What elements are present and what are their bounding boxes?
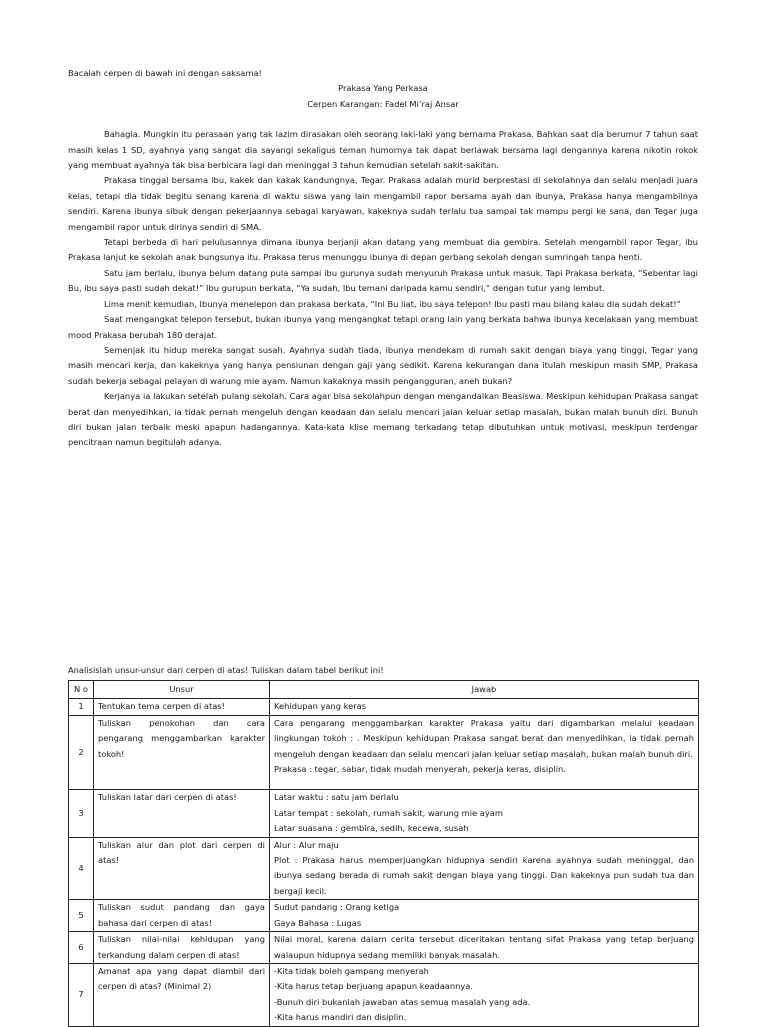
header-no: N o — [69, 681, 94, 699]
row-number: 5 — [69, 900, 94, 932]
story-paragraph: Kerjanya ia lakukan setelah pulang sekolah. Cara agar bisa sekolahpun dengan mengandalkan Beasiswa. Meskipun kehidupan Prakasa sangat berat dan menyedihkan, ia tidak pernah mengeluh dengan keadaan dan selalu mencari jalan keluar setiap masalah, bukan malah bunuh diri. Bunuh diri bukan jalan terbaik meski apapun hadangannya. Kata-kata klise memang terkadang tetap dibutuhkan untuk motivasi, meskipun terdengar pencitraan namun begitulah adanya. — [68, 391, 698, 448]
answer-line: Nilai moral, karena dalam cerita tersebut diceritakan tentang sifat Prakasa yang tetap berjuang walaupun hidupnya sedang memiliki banyak masalah. — [274, 934, 694, 960]
answer-line: Sudut pandang : Orang ketiga — [274, 902, 400, 913]
row-question: Tuliskan sudut pandang dan gaya bahasa dari cerpen di atas! — [94, 900, 270, 932]
table-row — [69, 900, 699, 932]
row-answer — [270, 699, 699, 715]
table-row — [69, 715, 699, 790]
answer-line: Latar tempat : sekolah, rumah sakit, warung mie ayam — [274, 807, 503, 818]
row-answer — [270, 790, 699, 837]
table-header-row — [69, 681, 699, 699]
story-paragraph: Semenjak itu hidup mereka sangat susah. Ayahnya sudah tiada, ibunya mendekam di rumah sakit dengan biaya yang tinggi, Tegar yang masih mencari kerja, dan kakeknya yang hanya pensiunan dengan gaji yang sedikit. Karena kekurangan dana itulah meskipun masih SMP, Prakasa sudah bekerja sebagai pelayan di warung mie ayam. Namun kakaknya masih pengangguran, aneh bukan? — [68, 344, 698, 386]
row-question: Tuliskan penokohan dan cara pengarang menggambarkan karakter tokoh! — [94, 715, 270, 790]
row-answer — [270, 715, 699, 790]
answer-line: Kehidupan yang keras — [274, 701, 367, 712]
row-question: Tuliskan latar dari cerpen di atas! — [94, 790, 270, 837]
story-paragraph: Satu jam berlalu, ibunya belum datang pula sampai ibu gurunya sudah menyuruh Prakasa untuk masuk. Tapi Prakasa berkata, “Sebentar lagi Bu, ibu saya pasti sudah dekat!” Ibu gurupun berkata, “Ya sudah, Ibu temani daripada kamu sendiri,” dengan tutur yang lembut. — [68, 267, 698, 294]
intro-instruction: Bacalah cerpen di bawah ini dengan saksama! — [68, 68, 262, 78]
table-row — [69, 932, 699, 964]
row-number: 2 — [69, 715, 94, 790]
answer-line: -Kita harus tetap berjuang apapun keadaannya. — [274, 981, 474, 992]
row-question: Amanat apa yang dapat diambil dari cerpen di atas? (Minimal 2) — [94, 963, 270, 1026]
row-number: 6 — [69, 932, 94, 964]
row-number: 4 — [69, 837, 94, 900]
story-paragraph: Saat mengangkat telepon tersebut, bukan ibunya yang mengangkat tetapi orang lain yang berkata bahwa ibunya kecelakaan yang membuat mood Prakasa berubah 180 derajat. — [68, 314, 698, 340]
answer-line: Plot : Prakasa harus memperjuangkan hidupnya sendiri karena ayahnya sudah meninggal, dan ibunya sedang berada di rumah sakit dengan biaya yang tinggi. Dan kakeknya pun sudah tua dan bergaji kecil. — [274, 855, 694, 896]
row-question: Tuliskan nilai-nilai kehidupan yang terkandung dalam cerpen di atas! — [94, 932, 270, 964]
answer-line: -Bunuh diri bukanlah jawaban atas semua masalah yang ada. — [274, 996, 531, 1007]
story-paragraph: Prakasa tinggal bersama ibu, kakek dan kakak kandungnya, Tegar. Prakasa adalah murid berprestasi di sekolahnya dan selalu menjadi juara kelas, tetapi dia tidak begitu senang karena di waktu siswa yang lain mengambil rapor bersama ayah dan ibunya, Prakasa hanya mengambilnya sendiri. Karena ibunya sibuk dengan pekerjaannya sebagai karyawan, kakeknya sudah terlalu tua sampai tak mampu pergi ke sana, dan Tegar juga mengambil rapor untuk dirinya sendiri di SMA. — [68, 175, 698, 232]
answer-line: Alur : Alur maju — [274, 839, 339, 850]
analysis-section — [68, 663, 698, 1027]
story-title: Prakasa Yang Perkasa — [338, 83, 428, 94]
answer-line: -Kita harus mandiri dan disiplin. — [274, 1012, 407, 1023]
row-answer — [270, 932, 699, 964]
table-row — [69, 790, 699, 837]
answer-line: -Kita tidak boleh gampang menyerah — [274, 965, 429, 976]
story-paragraph: Lima menit kemudian, Ibunya menelepon dan prakasa berkata, “Ini Bu liat, ibu saya telepon! Ibu pasti mau bilang kalau dia sudah dekat!” — [104, 298, 681, 309]
answer-line: Latar suasana : gembira, sedih, kecewa, susah — [274, 823, 469, 834]
row-number: 3 — [69, 790, 94, 837]
story-author: Cerpen Karangan: Fadel Mi’raj Ansar — [307, 98, 459, 109]
row-question: Tentukan tema cerpen di atas! — [94, 699, 270, 715]
row-number: 1 — [69, 699, 94, 715]
row-answer — [270, 963, 699, 1026]
table-row — [69, 699, 699, 715]
table-row — [69, 963, 699, 1026]
document-page — [68, 66, 698, 451]
answer-line: Cara pengarang menggambarkan karakter Prakasa yaitu dari digambarkan melalui keadaan lingkungan tokoh : . Meskipun kehidupan Prakasa sangat berat dan menyedihkan, ia tidak pernah mengeluh dengan keadaan dan selalu mencari jalan keluar setiap masalah, bukan malah bunuh diri. — [274, 717, 694, 759]
row-answer — [270, 837, 699, 900]
answer-line: Prakasa : tegar, sabar, tidak mudah menyerah, pekerja keras, disiplin. — [274, 764, 566, 775]
table-row — [69, 837, 699, 900]
analysis-table — [68, 680, 699, 1026]
header-jawab: Jawab — [270, 681, 699, 699]
answer-line: Gaya Bahasa : Lugas — [274, 917, 362, 928]
row-answer — [270, 900, 699, 932]
header-unsur: Unsur — [94, 681, 270, 699]
story-body — [68, 127, 698, 451]
story-paragraph: Bahagia. Mungkin itu perasaan yang tak lazim dirasakan oleh seorang laki-laki yang bernama Prakasa. Bahkan saat dia berumur 7 tahun saat masih kelas 1 SD, ayahnya yang sangat dia sayangi sekaligus teman humornya tak dapat berlawak bersama lagi dengannya karena nikotin rokok yang membuat ayahnya tak bisa berbicara lagi dan meninggal 3 tahun kemudian setelah sakit-sakitan. — [68, 129, 698, 171]
row-question: Tuliskan alur dan plot dari cerpen di atas! — [94, 837, 270, 900]
answer-line: Latar waktu : satu jam berlalu — [274, 792, 399, 803]
story-paragraph: Tetapi berbeda di hari pelulusannya dimana ibunya berjanji akan datang yang membuat dia gembira. Setelah mengambil rapor Tegar, ibu Prakasa lanjut ke sekolah anak bungsunya itu. Prakasa terus menunggu ibunya di depan gerbang sekolah dengan sumringah tanpa henti. — [68, 237, 698, 263]
row-number: 7 — [69, 963, 94, 1026]
table-instruction: Analisislah unsur-unsur dari cerpen di atas! Tuliskan dalam tabel berikut ini! — [68, 665, 384, 675]
